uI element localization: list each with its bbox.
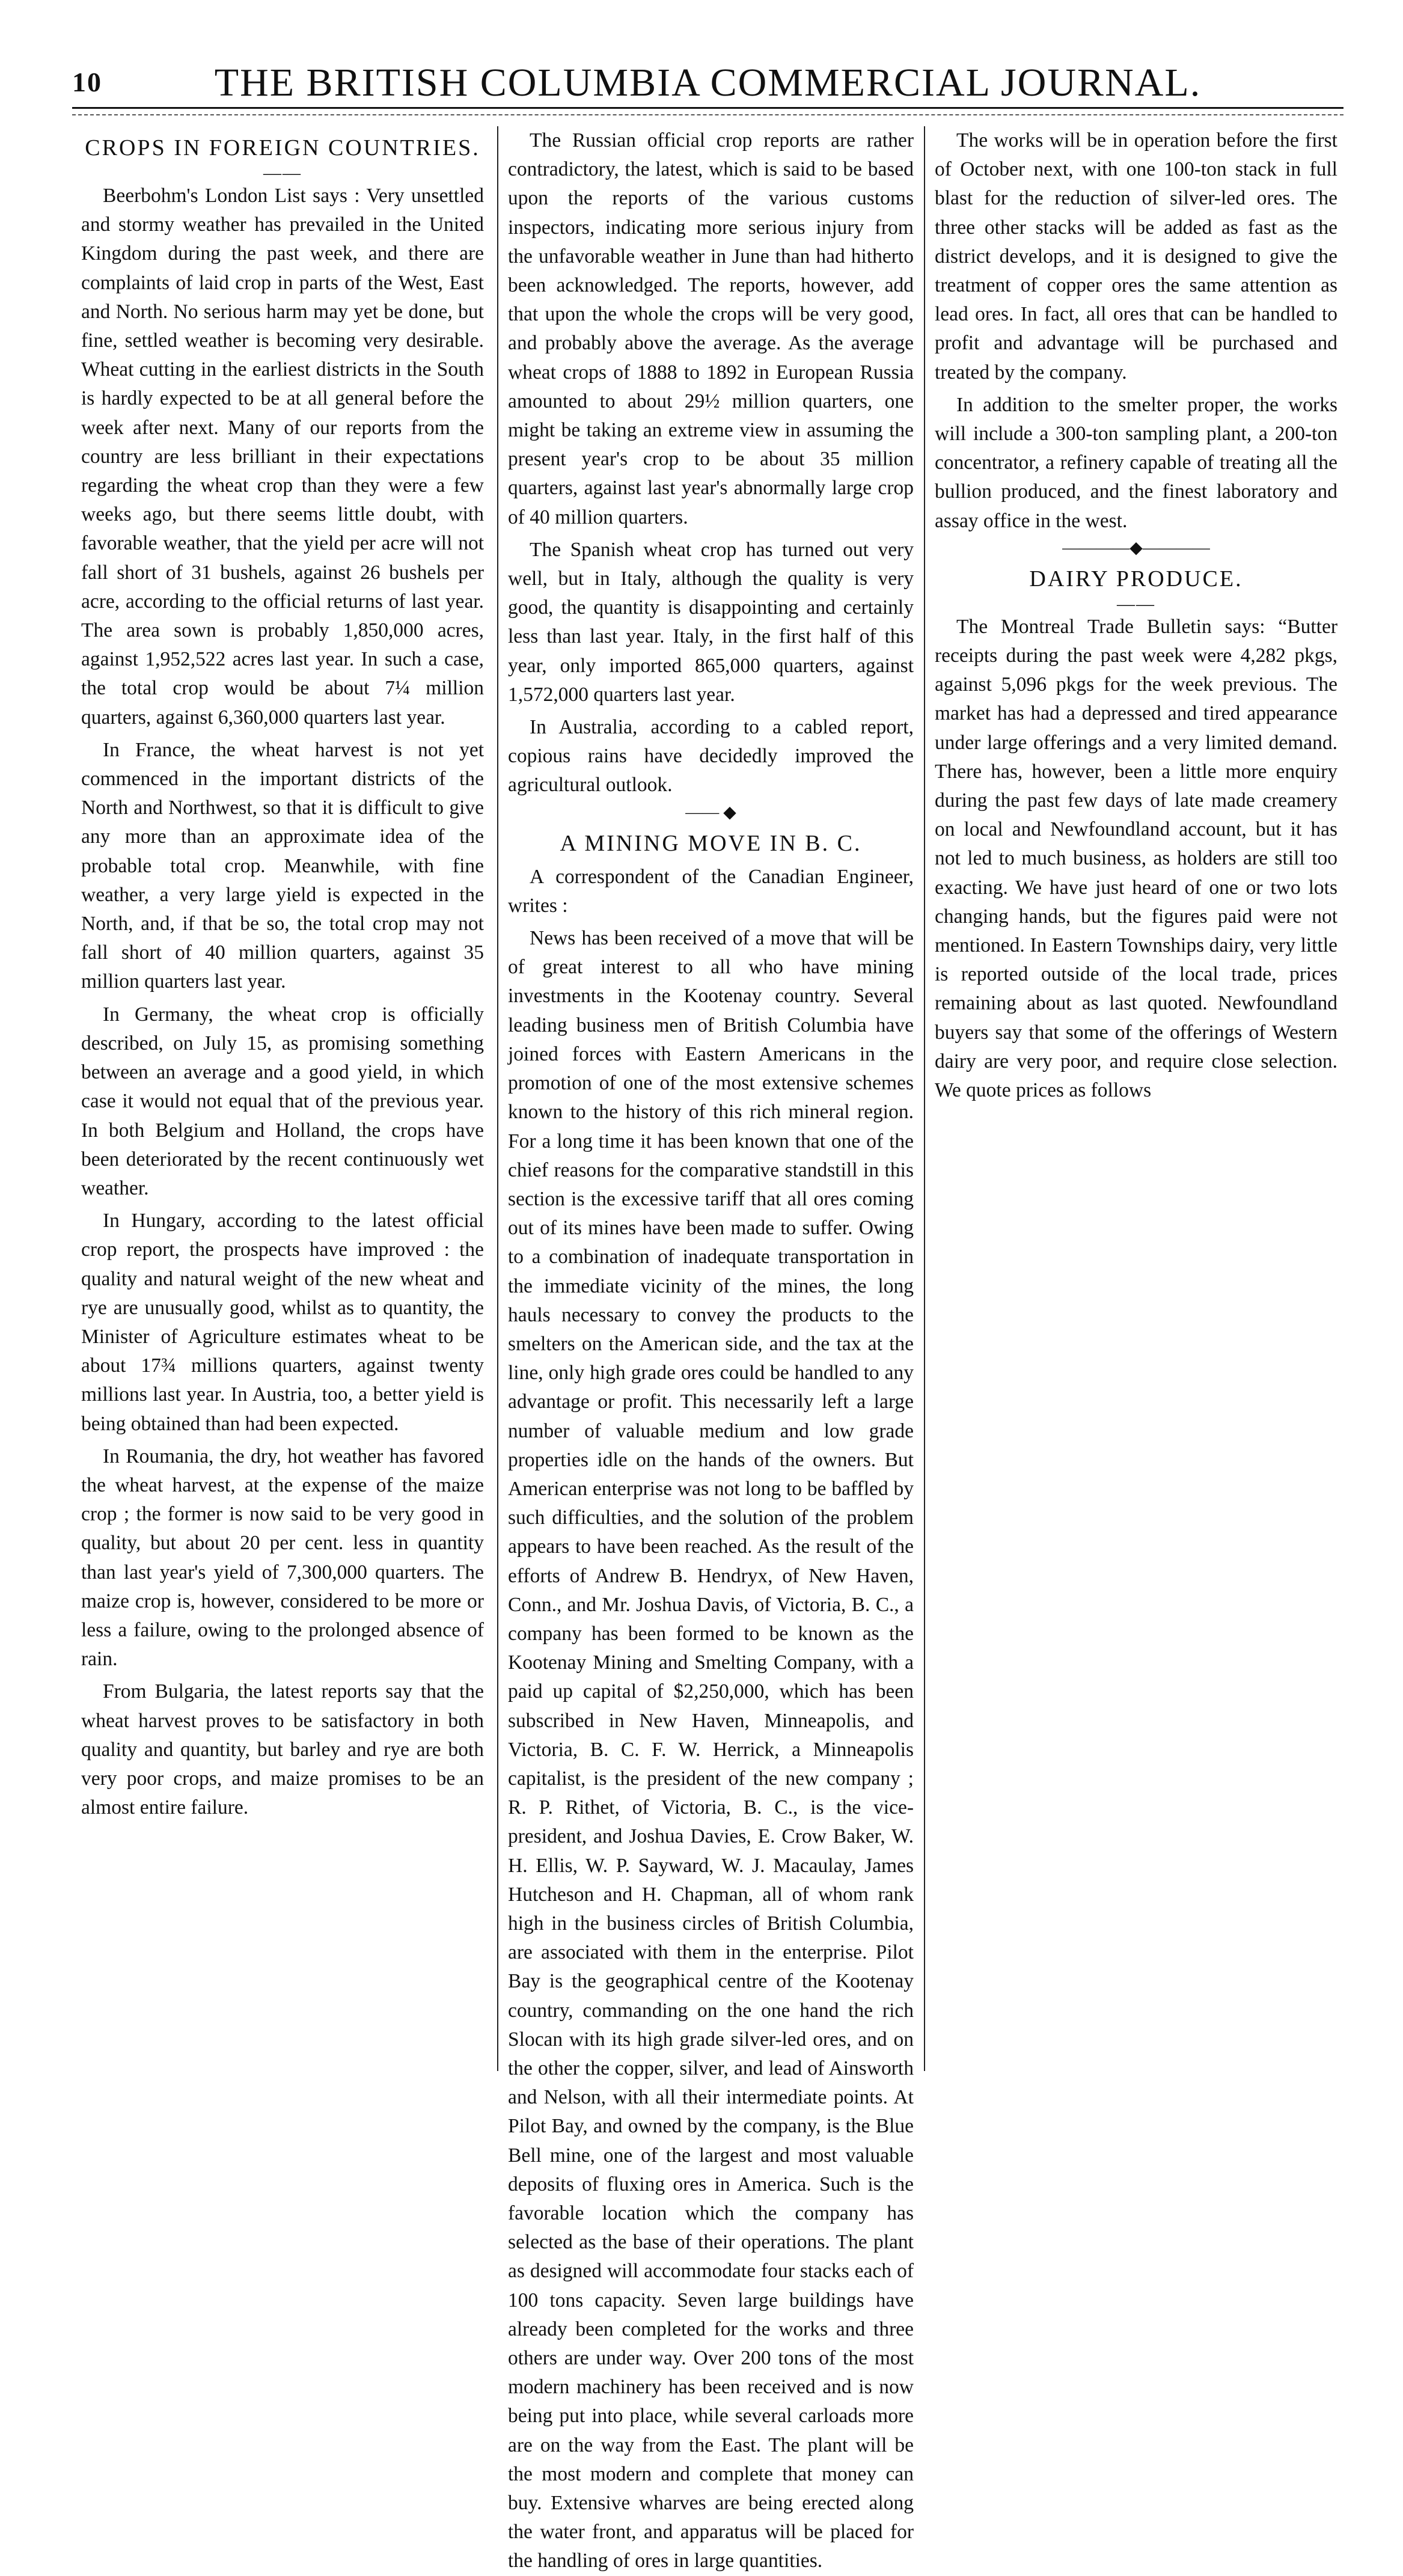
paragraph: The Russian official crop reports are rather contradictory, the latest, which is said to be based upon the reports of the various customs inspectors, indicating more serious injury from the unfavorable weather in June than had hitherto been acknowledged. The reports, however, add that upon the whole the crops will be very good, and probably above the average. As the average wheat crops of 1888 to 1892 in European Russia amounted to about 29½ million quarters, one might be taking an extreme view in assuming the present year's crop to be about 35 million quarters, against last year's abnormally large crop of 40 million quarters. xyxy=(508,129,914,528)
paragraph: In France, the wheat harvest is not yet commenced in the important districts of the North and Northwest, so that it is difficult to give any more than an approximate idea of the probable total crop. Meanwhile, with fine weather, a very large yield is expected in the North, and, if that be so, the total crop may not fall short of 40 million quarters, against 35 million quarters last year. xyxy=(81,738,484,993)
section-divider: ————◆———— xyxy=(1062,538,1210,557)
paragraph: From Bulgaria, the latest reports say that the wheat harvest proves to be satisfactory in both quality and quantity, but barley and rye are both very poor crops, and maize promises to be an almost entire failure. xyxy=(81,1680,484,1819)
paragraph: A correspondent of the Canadian Engineer, writes : xyxy=(508,865,914,917)
header-rule-dashed xyxy=(72,114,1343,115)
article-title-crops: CROPS IN FOREIGN COUNTRIES. xyxy=(85,135,480,161)
paragraph: The Spanish wheat crop has turned out very well, but in Italy, although the quality is very good, the quantity is disappointing and certainly less than last year. Italy, in the first half of this year, only imported 865,000 quarters, against 1,572,000 quarters last year. xyxy=(508,538,914,706)
page-header xyxy=(72,60,1343,120)
paragraph: In Germany, the wheat crop is officially described, on July 15, as promising something between an average and a good yield, in which case it would not equal that of the previous year. In both Belgium and Holland, the crops have been deteriorated by the recent continuously wet weather. xyxy=(81,1003,484,1199)
paragraph: News has been received of a move that will be of great interest to all who have mining investments in the Kootenay country. Several leading business men of British Columbia have joined forces with Eastern Americans in the promotion of one of the most extensive schemes known to the history of this rich mineral region. For a long time it has been known that one of the chief reasons for the comparative standstill in this section is the excessive tariff that all ores coming out of its mines have been made to suffer. Owing to a combination of inadequate transportation in the immediate vicinity of the mines, the long hauls necessary to convey the products to the smelters on the American side, and the tax at the line, only high grade ores could be handled to any advantage or profit. This necessarily left a large number of valuable medium and low grade properties idle on the hands of the owners. But American enterprise was not long to be baffled by such difficulties, and the solution of the problem appears to have been reached. As the result of the efforts of Andrew B. Hendryx, of New Haven, Conn., and Mr. Joshua Davis, of Victoria, B. C., a company has been formed to be known as the Kootenay Mining and Smelting Company, with a paid up capital of $2,250,000, which has been subscribed in New Haven, Minneapolis, and Victoria, B. C. F. W. Herrick, a Minneapolis capitalist, is the president of the new company ; R. P. Rithet, of Victoria, B. C., is the vice-president, and Joshua Davies, E. Crow Baker, W. H. Ellis, W. P. Sayward, W. J. Macaulay, James Hutcheson and H. Chapman, all of whom rank high in the business circles of British Columbia, are associated with them in the enterprise. Pilot Bay is the geographical centre of the Kootenay country, commanding on the one hand the rich Slocan with its high grade silver-led ores, and on the other the copper, silver, and lead of Ainsworth and Nelson, with all their intermediate points. At Pilot Bay, and owned by the company, is the Blue Bell mine, one of the largest and most valuable deposits of fluxing ores in America. Such is the favorable location which the company has selected as the base of their operations. The plant as designed will accommodate four stacks each of 100 tons capacity. Seven large buildings have already been completed for the works and three others are under way. Over 200 tons of the most modern machinery has been received and is now being put into place, while several carloads more are on the way from the East. The plant will be the most modern and complete that money can buy. Extensive wharves are being erected along the water front, and apparatus will be placed for the handling of ores in large quantities. xyxy=(508,927,914,2572)
paragraph: In Australia, according to a cabled report, copious rains have decidedly improved the agricultural outlook. xyxy=(508,716,914,797)
header-rule xyxy=(72,107,1343,109)
column-divider-2 xyxy=(924,126,925,2071)
column-3 xyxy=(935,126,1337,2071)
journal-title: THE BRITISH COLUMBIA COMMERCIAL JOURNAL. xyxy=(214,61,1202,105)
column-1 xyxy=(81,126,484,2071)
paragraph: In Hungary, according to the latest official crop report, the prospects have improved : the quality and natural weight of the new wheat and rye are unusually good, whilst as to quantity, the Minister of Agriculture estimates wheat to be about 17¾ millions quarters, against twenty millions last year. In Austria, too, a better yield is being obtained than had been expected. xyxy=(81,1210,484,1435)
paragraph: The Montreal Trade Bulletin says: “Butter receipts during the past week were 4,282 pkgs, against 5,096 pkgs for the week previous. The market has had a depressed and tired appearance under large offerings and a very limited demand. There has, however, been a little more enquiry during the past few days of late made creamery on local and Newfoundland account, but it has not led to much business, as holders are still too exacting. We have just heard of one or two lots changing hands, but the figures paid were not mentioned. In Eastern Townships dairy, very little is reported outside of the local trade, prices remaining about as last quoted. Newfoundland buyers say that some of the offerings of Western dairy are very poor, and require close selection. We quote prices as follows xyxy=(935,615,1337,1102)
title-divider: —— xyxy=(263,163,302,183)
title-divider: —— xyxy=(1117,593,1155,614)
column-2 xyxy=(508,126,914,2572)
column-divider-1 xyxy=(497,126,498,2071)
paragraph: The works will be in operation before the first of October next, with one 100-ton stack in full blast for the reduction of silver-led ores. The three other stacks will be added as fast as the district develops, and it is designed to give the treatment of copper ores the same attention as lead ores. In fact, all ores that can be handled to profit and advantage will be purchased and treated by the company. xyxy=(935,129,1337,384)
article-title-dairy: DAIRY PRODUCE. xyxy=(1029,566,1243,592)
article-title-mining: A MINING MOVE IN B. C. xyxy=(560,830,862,856)
page-number: 10 xyxy=(72,67,102,97)
paragraph: In addition to the smelter proper, the works will include a 300-ton sampling plant, a 200-ton concentrator, a refinery capable of treating all the bullion produced, and the finest laboratory and assay office in the west. xyxy=(935,393,1337,532)
paragraph: Beerbohm's London List says : Very unsettled and stormy weather has prevailed in the United Kingdom during the past week, and there are complaints of laid crop in parts of the West, East and North. No serious harm may yet be done, but fine, settled weather is becoming very desirable. Wheat cutting in the earliest districts in the South is hardly expected to be at all general before the week after next. Many of our reports from the country are less brilliant in their expectations regarding the wheat crop than they were a few weeks ago, but there seems little doubt, with favorable weather, that the yield per acre will not fall short of 31 bushels, against 26 bushels per acre, according to the official returns of last year. The area sown is probably 1,850,000 acres, against 1,952,522 acres last year. In such a case, the total crop would be about 7¼ million quarters, against 6,360,000 quarters last year. xyxy=(81,185,484,729)
section-divider: —— ◆ xyxy=(685,803,736,822)
paragraph: In Roumania, the dry, hot weather has favored the wheat harvest, at the expense of the maize crop ; the former is now said to be very good in quality, but about 20 per cent. less in quantity than last year's yield of 7,300,000 quarters. The maize crop is, however, considered to be more or less a failure, owing to the prolonged absence of rain. xyxy=(81,1445,484,1671)
